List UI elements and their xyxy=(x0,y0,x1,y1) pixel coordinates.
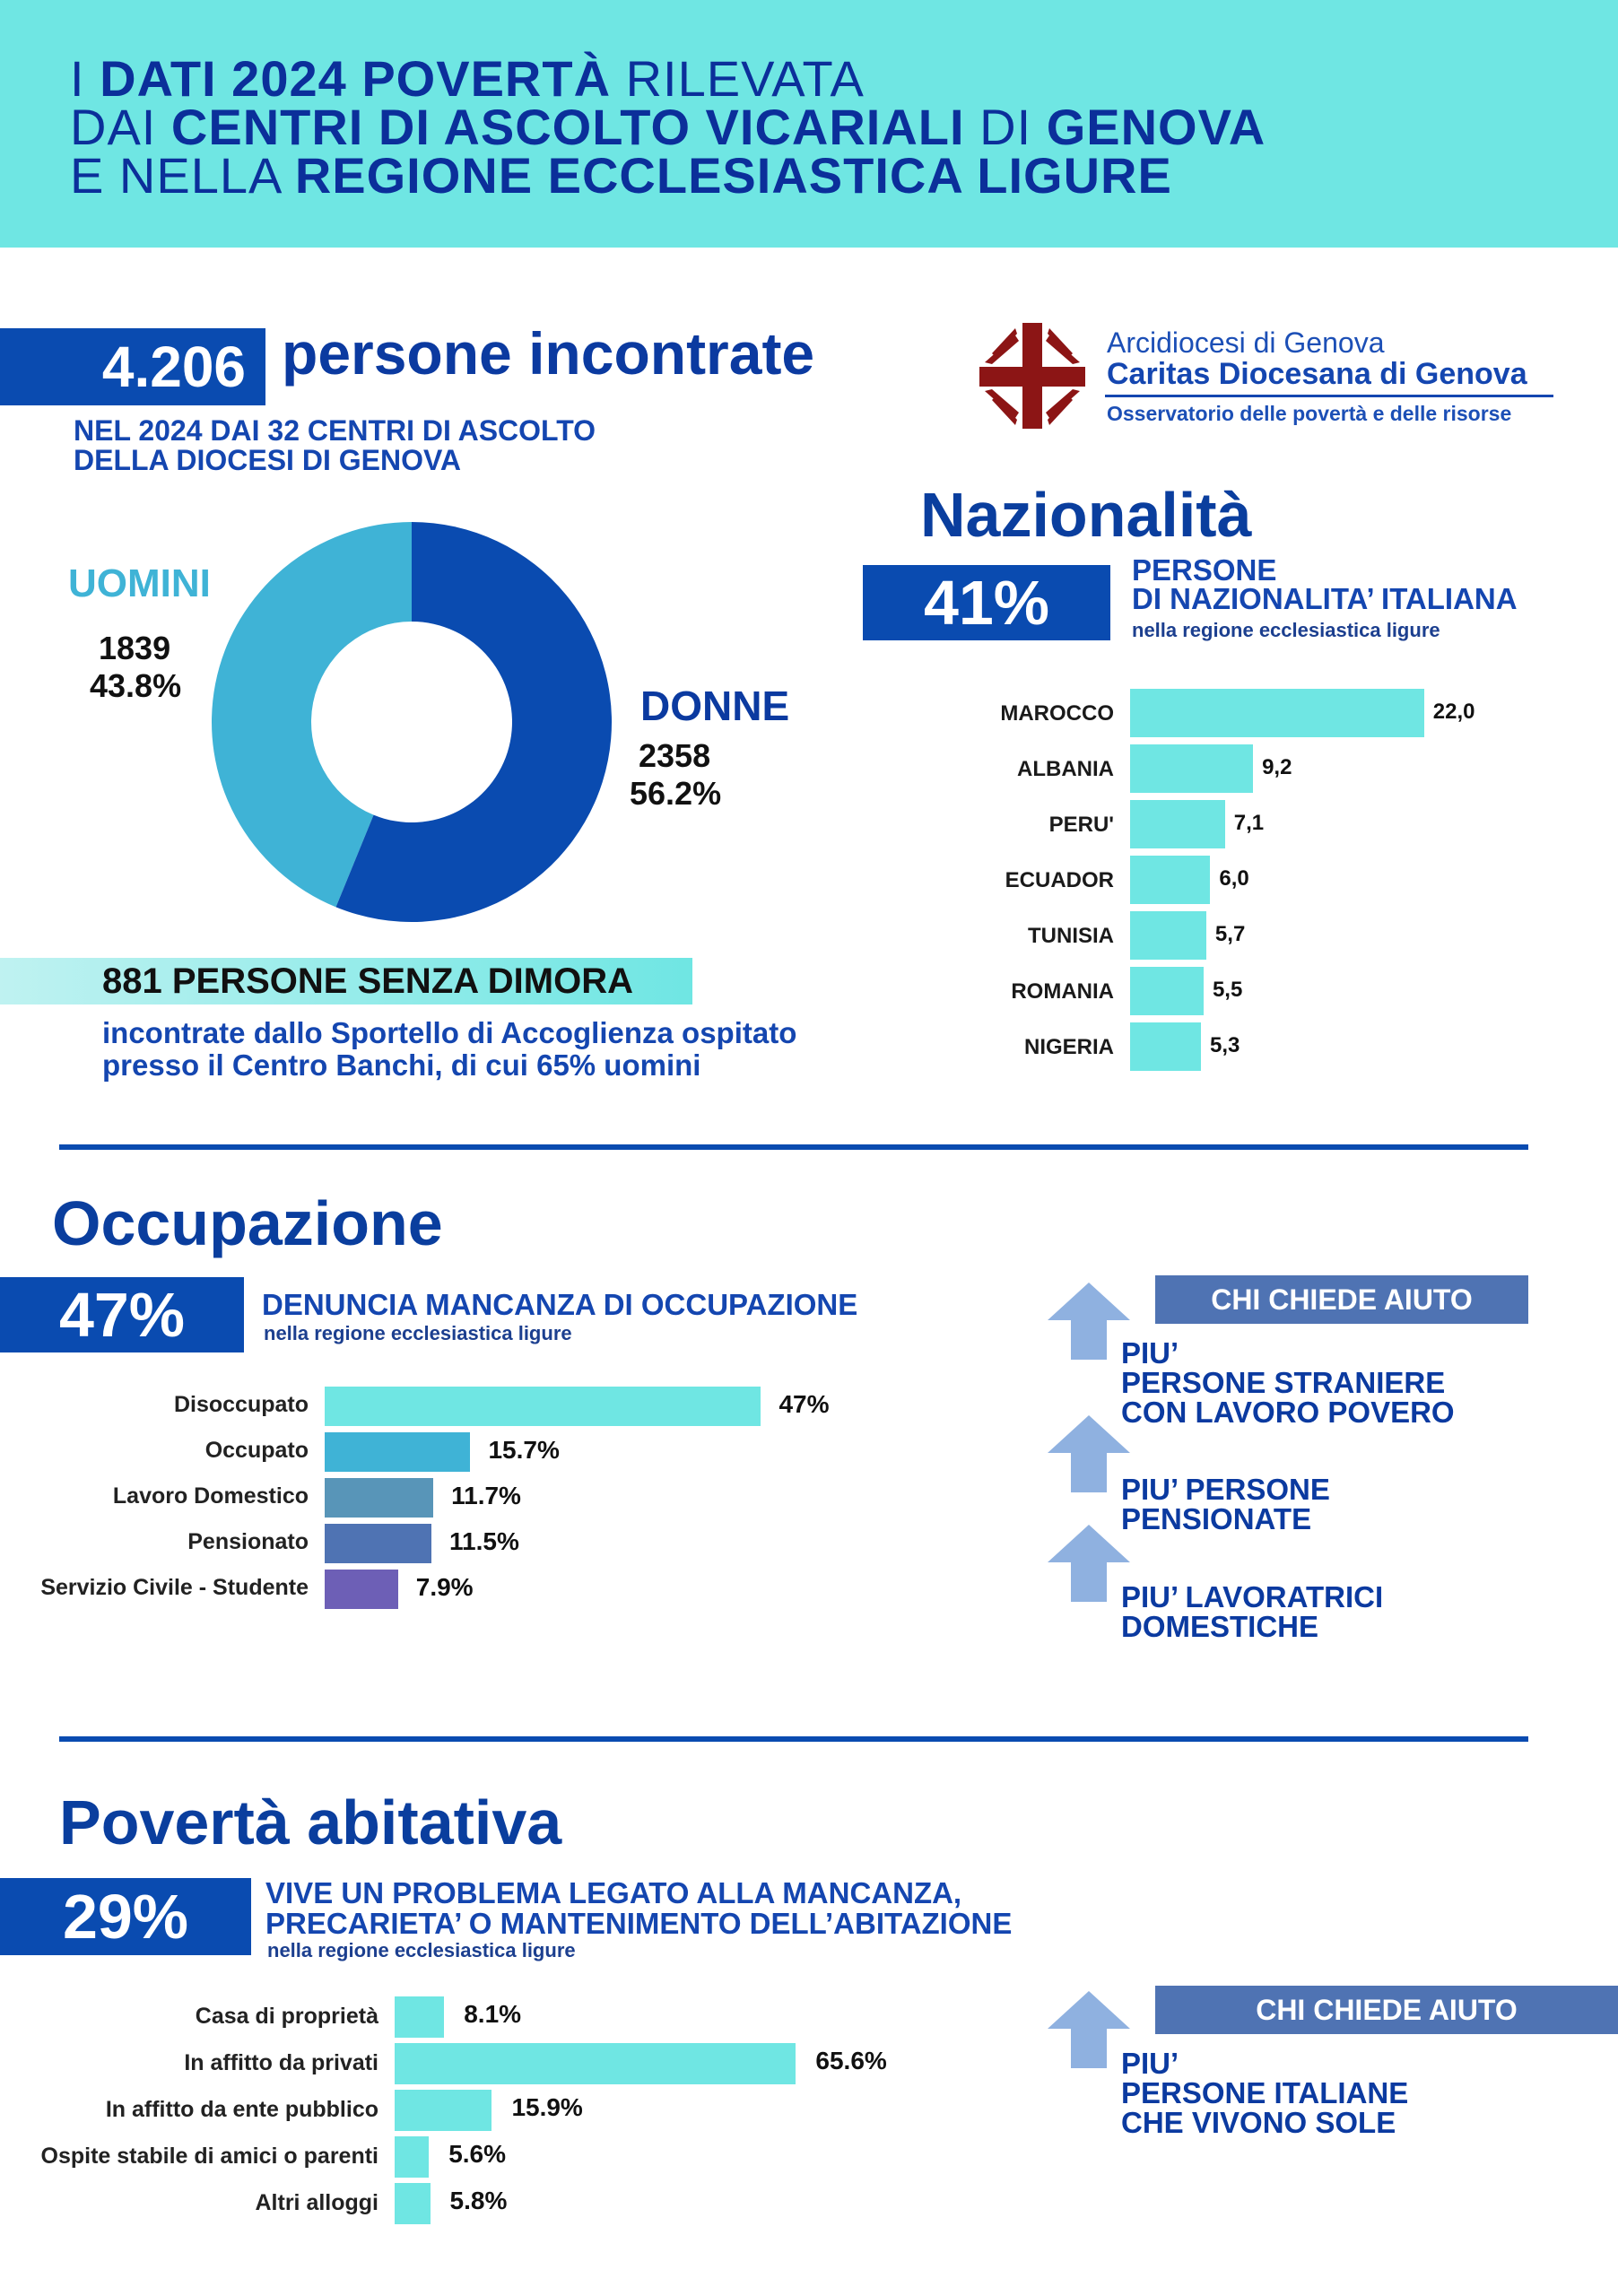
bar-category-label: Lavoro Domestico xyxy=(112,1483,309,1509)
header-text-bold: CENTRI DI ASCOLTO VICARIALI xyxy=(170,99,965,155)
bar xyxy=(395,2043,796,2084)
bar-category-label: Ospite stabile di amici o parenti xyxy=(40,2144,378,2169)
caritas-logo xyxy=(976,317,1089,434)
bar-category-label: ECUADOR xyxy=(1005,868,1114,892)
bar-value-label: 5,5 xyxy=(1212,978,1243,1002)
bar xyxy=(325,1570,398,1609)
bar xyxy=(1130,911,1206,960)
help-line: PIU’ LAVORATRICI xyxy=(1121,1580,1384,1613)
header-banner xyxy=(0,0,1618,248)
bar xyxy=(1130,856,1210,904)
header-text: DAI xyxy=(70,99,171,155)
arrow-up-icon xyxy=(1048,1991,1130,2068)
bar xyxy=(395,2183,431,2224)
nazionalita-pct-block xyxy=(863,565,1110,640)
help-line: PERSONE ITALIANE xyxy=(1121,2076,1409,2109)
bar-category-label: Servizio Civile - Studente xyxy=(40,1575,309,1600)
bar-value-label: 22,0 xyxy=(1432,700,1475,724)
bar-category-label: ROMANIA xyxy=(1011,979,1114,1004)
help-line: PIU’ xyxy=(1121,2047,1179,2080)
header-text-bold: GENOVA xyxy=(1046,99,1266,155)
arrow-up-icon xyxy=(1048,1415,1130,1492)
bar xyxy=(1130,689,1424,737)
occupazione-title: Occupazione xyxy=(52,1188,443,1258)
header-text: E NELLA xyxy=(70,147,295,204)
help-line: PENSIONATE xyxy=(1121,1502,1312,1535)
bar xyxy=(1130,800,1225,848)
section-divider xyxy=(59,1736,1528,1742)
bar xyxy=(1130,744,1253,793)
bar xyxy=(395,2090,491,2131)
caritas-logo-icon xyxy=(976,317,1089,434)
bar-category-label: In affitto da ente pubblico xyxy=(105,2097,378,2122)
bar-value-label: 9,2 xyxy=(1262,755,1292,779)
help-line: DOMESTICHE xyxy=(1121,1610,1319,1643)
abitativa-pct: 29% xyxy=(62,1882,189,1952)
occupazione-help-item-2 xyxy=(1121,1474,1330,1534)
bar-category-label: MAROCCO xyxy=(1000,701,1114,726)
bar-category-label: In affitto da privati xyxy=(184,2050,378,2075)
occupazione-pct: 47% xyxy=(58,1280,186,1350)
donne-label: DONNE xyxy=(640,683,790,729)
bar-value-label: 5.6% xyxy=(448,2140,507,2168)
senza-dimora-text xyxy=(102,1017,796,1082)
bar-value-label: 8.1% xyxy=(464,2000,522,2028)
persone-label: persone incontrate xyxy=(282,320,815,387)
persone-sub-line: DELLA DIOCESI DI GENOVA xyxy=(74,444,462,476)
header-line-1 xyxy=(70,50,865,107)
header-text-bold: REGIONE ECCLESIASTICA LIGURE xyxy=(294,147,1172,204)
bar-category-label: Disoccupato xyxy=(173,1392,309,1417)
abitativa-title: Povertà abitativa xyxy=(59,1787,562,1857)
nazionalita-line: PERSONE xyxy=(1132,553,1277,587)
bar-value-label: 15.7% xyxy=(488,1436,560,1464)
help-line: PERSONE STRANIERE xyxy=(1121,1366,1446,1399)
persone-number-block xyxy=(0,328,265,405)
help-line: CHE VIVONO SOLE xyxy=(1121,2106,1396,2139)
abitativa-line: PRECARIETA’ O MANTENIMENTO DELL’ABITAZIONE xyxy=(265,1907,1013,1940)
occupazione-help-item-1 xyxy=(1121,1338,1455,1427)
abitativa-text xyxy=(265,1878,1012,1939)
header-line-3 xyxy=(70,147,1172,204)
bar-value-label: 5.8% xyxy=(449,2187,508,2214)
donne-count: 2358 xyxy=(639,737,711,774)
bar xyxy=(1130,967,1204,1015)
header-text-bold: DATI 2024 POVERTÀ xyxy=(100,50,612,107)
arrow-up-icon xyxy=(1048,1525,1130,1602)
senza-dimora-title: 881 PERSONE SENZA DIMORA xyxy=(102,961,633,1001)
help-line: PIU’ xyxy=(1121,1336,1179,1370)
gender-donut-chart xyxy=(206,520,617,924)
bar-category-label: Pensionato xyxy=(187,1529,309,1554)
bar-category-label: PERU' xyxy=(1048,813,1114,837)
header-text: DI xyxy=(964,99,1047,155)
bar-category-label: Occupato xyxy=(204,1438,309,1463)
bar xyxy=(325,1387,761,1426)
persone-sub-line: NEL 2024 DAI 32 CENTRI DI ASCOLTO xyxy=(74,414,596,447)
logo-line-1: Arcidiocesi di Genova xyxy=(1107,326,1385,359)
abitativa-pct-block xyxy=(0,1878,251,1955)
persone-number: 4.206 xyxy=(101,335,246,399)
logo-line-2: Caritas Diocesana di Genova xyxy=(1107,357,1527,391)
header-line-2 xyxy=(70,99,1266,155)
occupazione-help-item-3 xyxy=(1121,1582,1383,1641)
bar-value-label: 6,0 xyxy=(1219,866,1249,891)
occupazione-text: DENUNCIA MANCANZA DI OCCUPAZIONE xyxy=(262,1288,858,1321)
bar xyxy=(395,2136,429,2178)
abitativa-help-header: CHI CHIEDE AIUTO xyxy=(1155,1986,1618,2034)
header-text: I xyxy=(70,50,100,107)
help-line: PIU’ PERSONE xyxy=(1121,1473,1330,1506)
help-line: CON LAVORO POVERO xyxy=(1121,1396,1455,1429)
bar-value-label: 5,7 xyxy=(1214,922,1246,946)
persone-subtitle xyxy=(74,416,596,475)
bar-value-label: 15.9% xyxy=(511,2093,583,2121)
abitativa-note: nella regione ecclesiastica ligure xyxy=(267,1939,576,1961)
abitativa-help-item-1 xyxy=(1121,2048,1408,2137)
header-text: RILEVATA xyxy=(611,50,865,107)
bar-value-label: 7.9% xyxy=(415,1573,474,1601)
uomini-label: UOMINI xyxy=(68,561,211,605)
bar-value-label: 11.7% xyxy=(451,1482,521,1509)
bar-category-label: NIGERIA xyxy=(1023,1035,1114,1059)
uomini-count: 1839 xyxy=(99,630,171,666)
nazionalita-pct: 41% xyxy=(923,568,1050,638)
occupazione-note: nella regione ecclesiastica ligure xyxy=(264,1322,572,1344)
bar-category-label: Casa di proprietà xyxy=(195,2004,378,2029)
bar-value-label: 5,3 xyxy=(1209,1033,1240,1057)
bar xyxy=(325,1432,470,1472)
bar xyxy=(395,1996,444,2038)
bar-category-label: Altri alloggi xyxy=(255,2190,378,2215)
bar-value-label: 11.5% xyxy=(449,1527,519,1555)
bar-category-label: ALBANIA xyxy=(1017,757,1114,781)
nazionalita-title: Nazionalità xyxy=(920,480,1252,550)
logo-underline xyxy=(1105,395,1553,397)
bar-value-label: 7,1 xyxy=(1233,811,1265,835)
senza-dimora-line: incontrate dallo Sportello di Accoglienza ospitato xyxy=(102,1016,797,1049)
logo-line-3: Osservatorio delle povertà e delle risorse xyxy=(1107,402,1512,425)
senza-dimora-line: presso il Centro Banchi, di cui 65% uomini xyxy=(102,1048,701,1082)
occupazione-pct-block xyxy=(0,1277,244,1352)
bar-value-label: 47% xyxy=(779,1390,830,1418)
arrow-up-icon xyxy=(1048,1283,1130,1360)
section-divider xyxy=(59,1144,1528,1150)
abitativa-line: VIVE UN PROBLEMA LEGATO ALLA MANCANZA, xyxy=(265,1876,962,1909)
bar-category-label: TUNISIA xyxy=(1028,924,1114,948)
nazionalita-text xyxy=(1132,553,1518,615)
donne-percent: 56.2% xyxy=(630,775,722,812)
occupazione-help-header: CHI CHIEDE AIUTO xyxy=(1155,1275,1528,1324)
bar xyxy=(325,1478,433,1518)
bar xyxy=(1130,1022,1201,1071)
bar xyxy=(325,1524,431,1563)
bar-value-label: 65.6% xyxy=(815,2047,887,2074)
nazionalita-note: nella regione ecclesiastica ligure xyxy=(1132,619,1440,641)
uomini-percent: 43.8% xyxy=(90,667,182,704)
nazionalita-line: DI NAZIONALITA’ ITALIANA xyxy=(1132,582,1518,615)
